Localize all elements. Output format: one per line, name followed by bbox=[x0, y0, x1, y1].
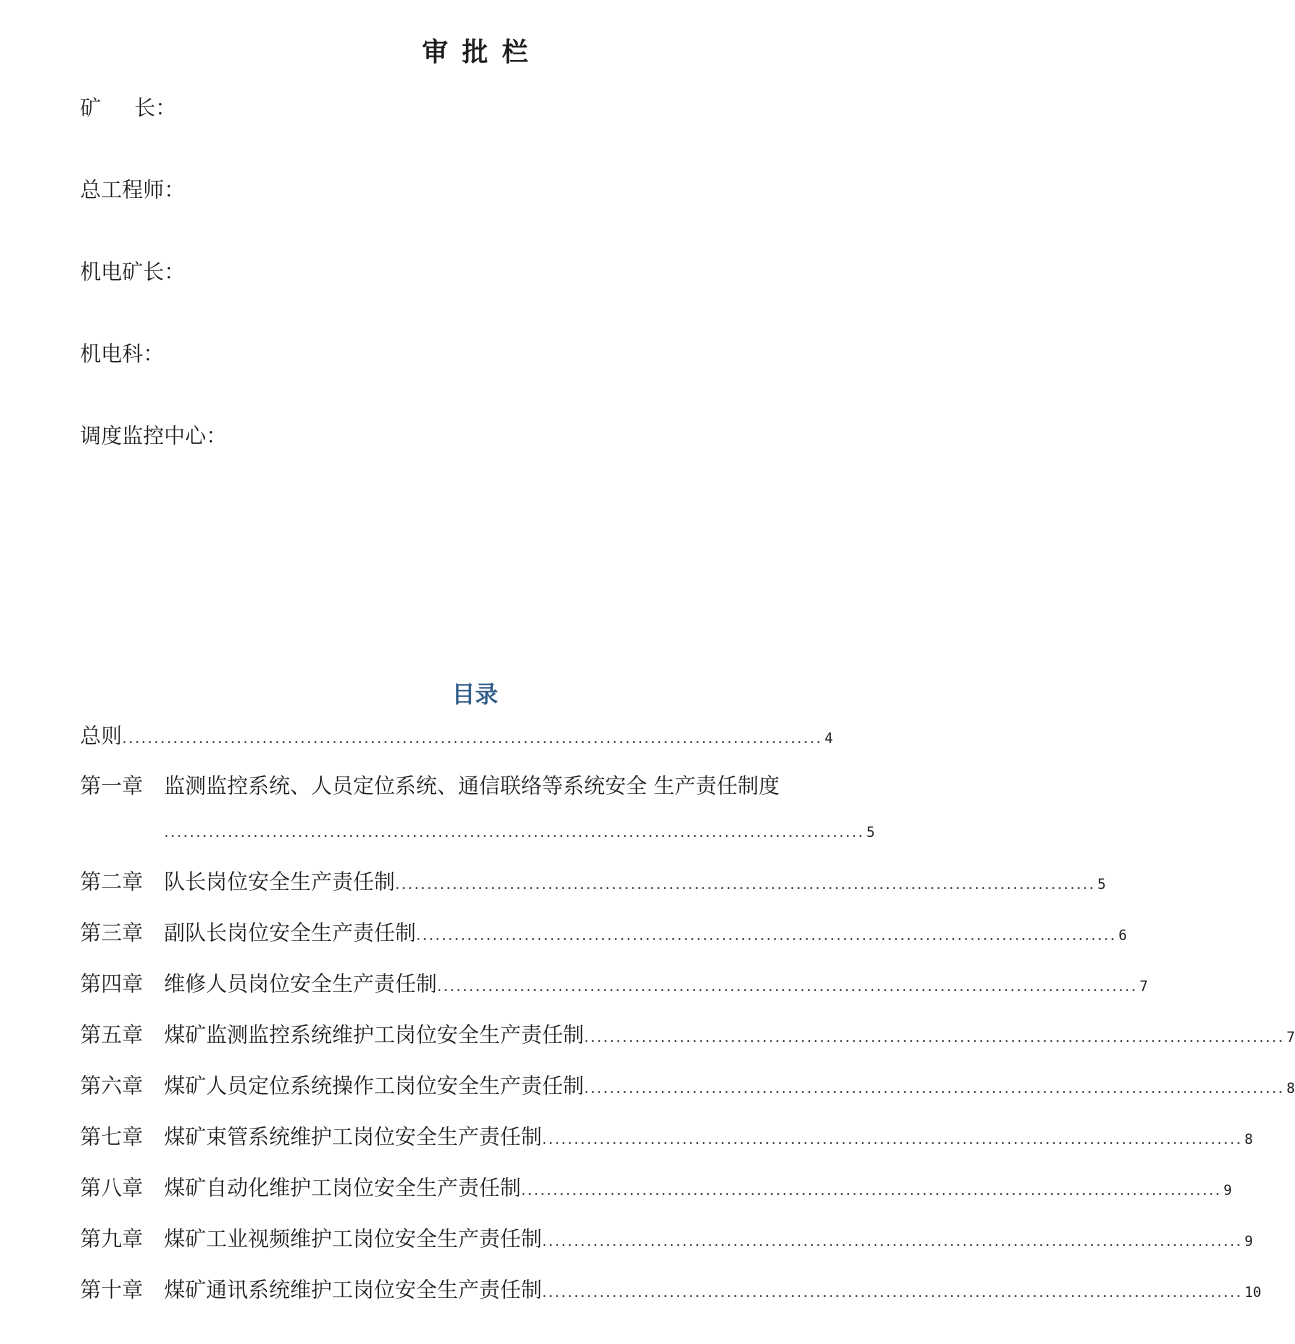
toc-entry-title: 副队长岗位安全生产责任制 bbox=[164, 921, 416, 945]
toc-chapter-number: 第五章 bbox=[80, 1023, 143, 1047]
toc-page-number: 9 bbox=[1223, 1183, 1232, 1199]
toc-page-number: 9 bbox=[1244, 1234, 1253, 1250]
toc-page-number: 10 bbox=[1244, 1285, 1262, 1301]
toc-leader-dots: .............................................................................................................. bbox=[164, 823, 865, 841]
toc-page-number: 8 bbox=[1286, 1081, 1295, 1097]
toc-leader-dots: .............................................................................................................. bbox=[122, 729, 823, 747]
toc-leader-dots: .............................................................................................................. bbox=[437, 977, 1138, 995]
toc-page-number: 6 bbox=[1118, 928, 1127, 944]
approval-label: 调度监控中心： bbox=[80, 424, 227, 448]
toc-chapter-number: 第九章 bbox=[80, 1227, 143, 1251]
toc-title: 目录 bbox=[452, 681, 498, 708]
toc-entry-title: 监测监控系统、人员定位系统、通信联络等系统安全 生产责任制度 bbox=[164, 774, 780, 798]
approval-row-chief-engineer bbox=[80, 176, 185, 204]
toc-chapter-number: 第三章 bbox=[80, 921, 143, 945]
toc-entry-chapter-5[interactable] bbox=[80, 1019, 1295, 1051]
approval-row-electromech-dept bbox=[80, 340, 164, 368]
toc-chapter-number: 第四章 bbox=[80, 972, 143, 996]
toc-entry-title: 煤矿监测监控系统维护工岗位安全生产责任制 bbox=[164, 1023, 584, 1047]
toc-chapter-number: 第七章 bbox=[80, 1125, 143, 1149]
toc-entry-chapter-3[interactable] bbox=[80, 917, 1127, 949]
toc-entry-title: 煤矿工业视频维护工岗位安全生产责任制 bbox=[164, 1227, 542, 1251]
approval-row-mine-director bbox=[80, 94, 176, 122]
toc-entry-chapter-4[interactable] bbox=[80, 968, 1148, 1000]
toc-entry-chapter-6[interactable] bbox=[80, 1070, 1295, 1102]
toc-chapter-number: 第六章 bbox=[80, 1074, 143, 1098]
toc-page-number: 5 bbox=[1097, 877, 1106, 893]
toc-page-number: 5 bbox=[866, 825, 875, 841]
toc-entry-title: 队长岗位安全生产责任制 bbox=[164, 870, 395, 894]
approval-row-dispatch-center bbox=[80, 422, 227, 450]
approval-label: 总工程师： bbox=[80, 178, 185, 202]
toc-entry-chapter-2[interactable] bbox=[80, 866, 1106, 898]
toc-entry-title: 煤矿通讯系统维护工岗位安全生产责任制 bbox=[164, 1278, 542, 1302]
toc-entry-chapter-1[interactable] bbox=[80, 770, 780, 802]
toc-chapter-number: 第十章 bbox=[80, 1278, 143, 1302]
toc-page-number: 7 bbox=[1286, 1030, 1295, 1046]
toc-leader-dots: .............................................................................................................. bbox=[542, 1130, 1243, 1148]
toc-entry-chapter-8[interactable] bbox=[80, 1172, 1232, 1204]
toc-leader-dots: .............................................................................................................. bbox=[542, 1283, 1243, 1301]
toc-page-number: 8 bbox=[1244, 1132, 1253, 1148]
toc-chapter-number: 第一章 bbox=[80, 774, 143, 798]
toc-leader-dots: .............................................................................................................. bbox=[521, 1181, 1222, 1199]
toc-chapter-number: 第二章 bbox=[80, 870, 143, 894]
approval-label: 机电矿长： bbox=[80, 260, 185, 284]
toc-leader-dots: .............................................................................................................. bbox=[395, 875, 1096, 893]
toc-leader-dots: .............................................................................................................. bbox=[542, 1232, 1243, 1250]
toc-leader-dots: .............................................................................................................. bbox=[584, 1079, 1285, 1097]
toc-chapter-number: 第八章 bbox=[80, 1176, 143, 1200]
toc-entry-title: 煤矿束管系统维护工岗位安全生产责任制 bbox=[164, 1125, 542, 1149]
approval-row-electromech-director bbox=[80, 258, 185, 286]
toc-leader-dots: .............................................................................................................. bbox=[416, 926, 1117, 944]
toc-entry-title: 总则 bbox=[80, 724, 122, 748]
toc-entry-title: 维修人员岗位安全生产责任制 bbox=[164, 972, 437, 996]
approval-title: 审批栏 bbox=[421, 38, 542, 68]
approval-label: 矿 长： bbox=[80, 96, 177, 120]
toc-entry-chapter-7[interactable] bbox=[80, 1121, 1253, 1153]
toc-page-number: 4 bbox=[824, 731, 833, 747]
toc-entry-chapter-1-leader bbox=[164, 816, 875, 848]
toc-page-number: 7 bbox=[1139, 979, 1148, 995]
toc-entry-general[interactable] bbox=[80, 720, 833, 752]
approval-label: 机电科： bbox=[80, 342, 164, 366]
toc-entry-chapter-9[interactable] bbox=[80, 1223, 1253, 1255]
toc-leader-dots: .............................................................................................................. bbox=[584, 1028, 1285, 1046]
toc-entry-title: 煤矿自动化维护工岗位安全生产责任制 bbox=[164, 1176, 521, 1200]
toc-entry-title: 煤矿人员定位系统操作工岗位安全生产责任制 bbox=[164, 1074, 584, 1098]
toc-entry-chapter-10[interactable] bbox=[80, 1274, 1262, 1306]
